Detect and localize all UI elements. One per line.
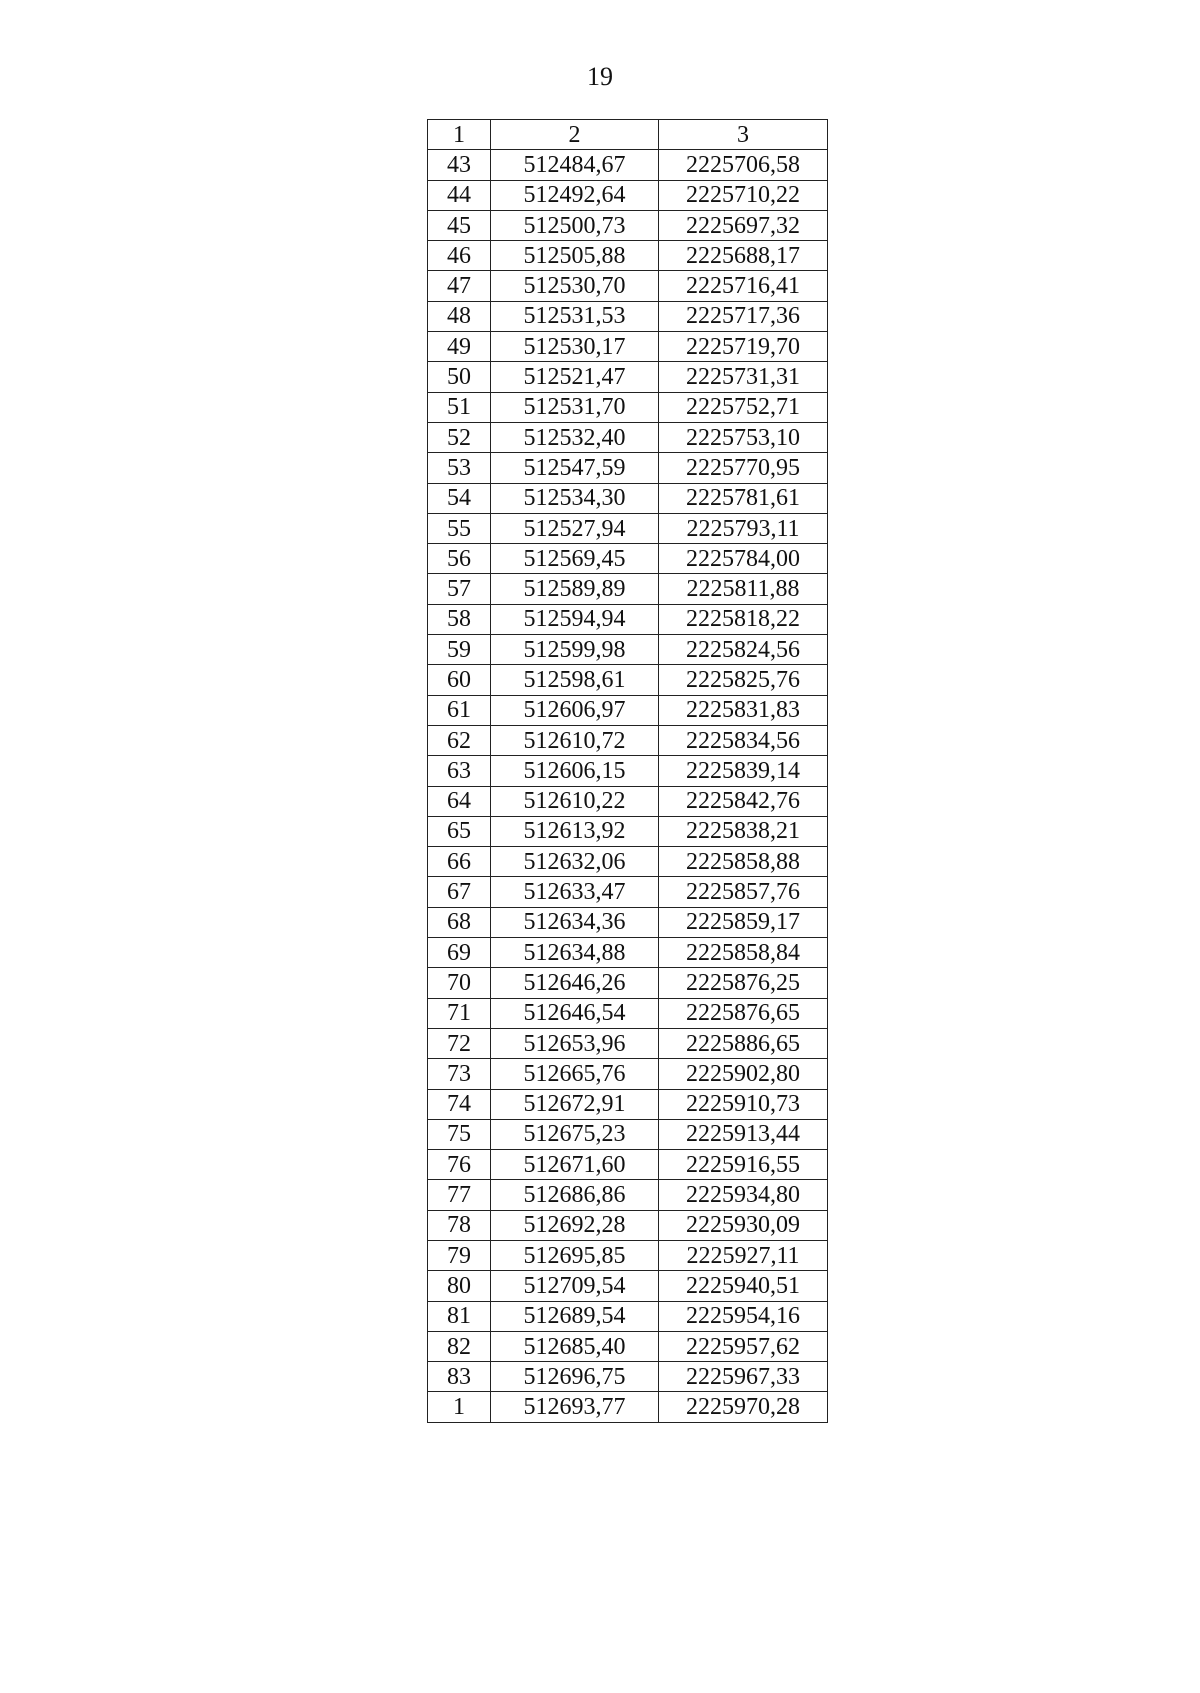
x-coordinate-cell: 512530,17 [491,332,659,362]
y-coordinate-cell: 2225716,41 [659,271,828,301]
table-row [428,301,828,331]
table-row [428,1180,828,1210]
column-header-x: 2 [491,120,659,150]
point-number-cell: 76 [428,1150,491,1180]
point-number-cell: 53 [428,453,491,483]
table-row [428,1089,828,1119]
point-number-cell: 81 [428,1301,491,1331]
point-number-cell: 71 [428,998,491,1028]
y-coordinate-cell: 2225717,36 [659,301,828,331]
table-row [428,574,828,604]
point-number-cell: 60 [428,665,491,695]
y-coordinate-cell: 2225781,61 [659,483,828,513]
x-coordinate-cell: 512606,15 [491,756,659,786]
point-number-cell: 73 [428,1059,491,1089]
point-number-cell: 70 [428,968,491,998]
x-coordinate-cell: 512484,67 [491,150,659,180]
page-number: 19 [587,62,613,91]
coordinates-table [427,119,828,1423]
y-coordinate-cell: 2225857,76 [659,877,828,907]
table-row [428,332,828,362]
x-coordinate-cell: 512500,73 [491,210,659,240]
x-coordinate-cell: 512633,47 [491,877,659,907]
y-coordinate-cell: 2225930,09 [659,1210,828,1240]
point-number-cell: 72 [428,1028,491,1058]
y-coordinate-cell: 2225793,11 [659,513,828,543]
point-number-cell: 48 [428,301,491,331]
point-number-cell: 54 [428,483,491,513]
x-coordinate-cell: 512685,40 [491,1331,659,1361]
x-coordinate-cell: 512695,85 [491,1240,659,1270]
x-coordinate-cell: 512521,47 [491,362,659,392]
point-number-cell: 69 [428,938,491,968]
y-coordinate-cell: 2225916,55 [659,1150,828,1180]
y-coordinate-cell: 2225913,44 [659,1119,828,1149]
table-row [428,635,828,665]
y-coordinate-cell: 2225967,33 [659,1362,828,1392]
table-row [428,968,828,998]
x-coordinate-cell: 512671,60 [491,1150,659,1180]
table-row [428,1119,828,1149]
x-coordinate-cell: 512531,70 [491,392,659,422]
x-coordinate-cell: 512531,53 [491,301,659,331]
point-number-cell: 58 [428,604,491,634]
y-coordinate-cell: 2225902,80 [659,1059,828,1089]
y-coordinate-cell: 2225818,22 [659,604,828,634]
point-number-cell: 46 [428,241,491,271]
y-coordinate-cell: 2225957,62 [659,1331,828,1361]
table-row [428,180,828,210]
point-number-cell: 74 [428,1089,491,1119]
y-coordinate-cell: 2225719,70 [659,332,828,362]
table-row [428,695,828,725]
y-coordinate-cell: 2225876,65 [659,998,828,1028]
y-coordinate-cell: 2225970,28 [659,1392,828,1422]
table-row [428,513,828,543]
point-number-cell: 77 [428,1180,491,1210]
x-coordinate-cell: 512606,97 [491,695,659,725]
x-coordinate-cell: 512589,89 [491,574,659,604]
table-row [428,816,828,846]
table-row [428,1392,828,1422]
table-row [428,1059,828,1089]
y-coordinate-cell: 2225753,10 [659,422,828,452]
table-row [428,150,828,180]
table-row [428,1301,828,1331]
x-coordinate-cell: 512665,76 [491,1059,659,1089]
point-number-cell: 59 [428,635,491,665]
point-number-cell: 80 [428,1271,491,1301]
x-coordinate-cell: 512686,86 [491,1180,659,1210]
x-coordinate-cell: 512692,28 [491,1210,659,1240]
y-coordinate-cell: 2225752,71 [659,392,828,422]
point-number-cell: 83 [428,1362,491,1392]
point-number-cell: 43 [428,150,491,180]
point-number-cell: 1 [428,1392,491,1422]
y-coordinate-cell: 2225940,51 [659,1271,828,1301]
table-row [428,271,828,301]
x-coordinate-cell: 512693,77 [491,1392,659,1422]
y-coordinate-cell: 2225927,11 [659,1240,828,1270]
x-coordinate-cell: 512689,54 [491,1301,659,1331]
table-row [428,847,828,877]
x-coordinate-cell: 512675,23 [491,1119,659,1149]
x-coordinate-cell: 512527,94 [491,513,659,543]
x-coordinate-cell: 512534,30 [491,483,659,513]
table-row [428,210,828,240]
y-coordinate-cell: 2225770,95 [659,453,828,483]
table-row [428,483,828,513]
point-number-cell: 50 [428,362,491,392]
x-coordinate-cell: 512634,36 [491,907,659,937]
point-number-cell: 75 [428,1119,491,1149]
x-coordinate-cell: 512594,94 [491,604,659,634]
point-number-cell: 61 [428,695,491,725]
table-row [428,725,828,755]
y-coordinate-cell: 2225688,17 [659,241,828,271]
table-row [428,1362,828,1392]
table-row [428,786,828,816]
point-number-cell: 51 [428,392,491,422]
y-coordinate-cell: 2225706,58 [659,150,828,180]
x-coordinate-cell: 512569,45 [491,544,659,574]
y-coordinate-cell: 2225876,25 [659,968,828,998]
y-coordinate-cell: 2225858,88 [659,847,828,877]
table-row [428,756,828,786]
point-number-cell: 63 [428,756,491,786]
x-coordinate-cell: 512530,70 [491,271,659,301]
table-row [428,938,828,968]
table-row [428,1240,828,1270]
point-number-cell: 57 [428,574,491,604]
point-number-cell: 45 [428,210,491,240]
y-coordinate-cell: 2225710,22 [659,180,828,210]
x-coordinate-cell: 512632,06 [491,847,659,877]
x-coordinate-cell: 512492,64 [491,180,659,210]
point-number-cell: 44 [428,180,491,210]
x-coordinate-cell: 512532,40 [491,422,659,452]
x-coordinate-cell: 512613,92 [491,816,659,846]
table-row [428,665,828,695]
point-number-cell: 65 [428,816,491,846]
x-coordinate-cell: 512653,96 [491,1028,659,1058]
y-coordinate-cell: 2225831,83 [659,695,828,725]
y-coordinate-cell: 2225731,31 [659,362,828,392]
point-number-cell: 68 [428,907,491,937]
point-number-cell: 79 [428,1240,491,1270]
x-coordinate-cell: 512610,72 [491,725,659,755]
table-row [428,907,828,937]
y-coordinate-cell: 2225824,56 [659,635,828,665]
table-row [428,1150,828,1180]
x-coordinate-cell: 512672,91 [491,1089,659,1119]
point-number-cell: 47 [428,271,491,301]
y-coordinate-cell: 2225886,65 [659,1028,828,1058]
table-row [428,453,828,483]
column-header-y: 3 [659,120,828,150]
column-header-number: 1 [428,120,491,150]
table-row [428,422,828,452]
y-coordinate-cell: 2225784,00 [659,544,828,574]
table-row [428,604,828,634]
table-row [428,1210,828,1240]
table-row [428,998,828,1028]
table-row [428,1028,828,1058]
y-coordinate-cell: 2225838,21 [659,816,828,846]
point-number-cell: 62 [428,725,491,755]
y-coordinate-cell: 2225954,16 [659,1301,828,1331]
y-coordinate-cell: 2225834,56 [659,725,828,755]
y-coordinate-cell: 2225697,32 [659,210,828,240]
y-coordinate-cell: 2225934,80 [659,1180,828,1210]
x-coordinate-cell: 512646,26 [491,968,659,998]
x-coordinate-cell: 512610,22 [491,786,659,816]
table-row [428,241,828,271]
table-header-row [428,120,828,150]
x-coordinate-cell: 512696,75 [491,1362,659,1392]
x-coordinate-cell: 512634,88 [491,938,659,968]
point-number-cell: 49 [428,332,491,362]
y-coordinate-cell: 2225842,76 [659,786,828,816]
table-row [428,1331,828,1361]
y-coordinate-cell: 2225859,17 [659,907,828,937]
point-number-cell: 64 [428,786,491,816]
x-coordinate-cell: 512505,88 [491,241,659,271]
table-row [428,1271,828,1301]
table-row [428,544,828,574]
table-body [428,150,828,1422]
y-coordinate-cell: 2225910,73 [659,1089,828,1119]
point-number-cell: 55 [428,513,491,543]
y-coordinate-cell: 2225839,14 [659,756,828,786]
point-number-cell: 67 [428,877,491,907]
x-coordinate-cell: 512646,54 [491,998,659,1028]
point-number-cell: 78 [428,1210,491,1240]
point-number-cell: 66 [428,847,491,877]
x-coordinate-cell: 512547,59 [491,453,659,483]
point-number-cell: 82 [428,1331,491,1361]
x-coordinate-cell: 512598,61 [491,665,659,695]
y-coordinate-cell: 2225825,76 [659,665,828,695]
point-number-cell: 56 [428,544,491,574]
point-number-cell: 52 [428,422,491,452]
table-row [428,362,828,392]
table-row [428,877,828,907]
x-coordinate-cell: 512709,54 [491,1271,659,1301]
y-coordinate-cell: 2225858,84 [659,938,828,968]
table-row [428,392,828,422]
x-coordinate-cell: 512599,98 [491,635,659,665]
y-coordinate-cell: 2225811,88 [659,574,828,604]
